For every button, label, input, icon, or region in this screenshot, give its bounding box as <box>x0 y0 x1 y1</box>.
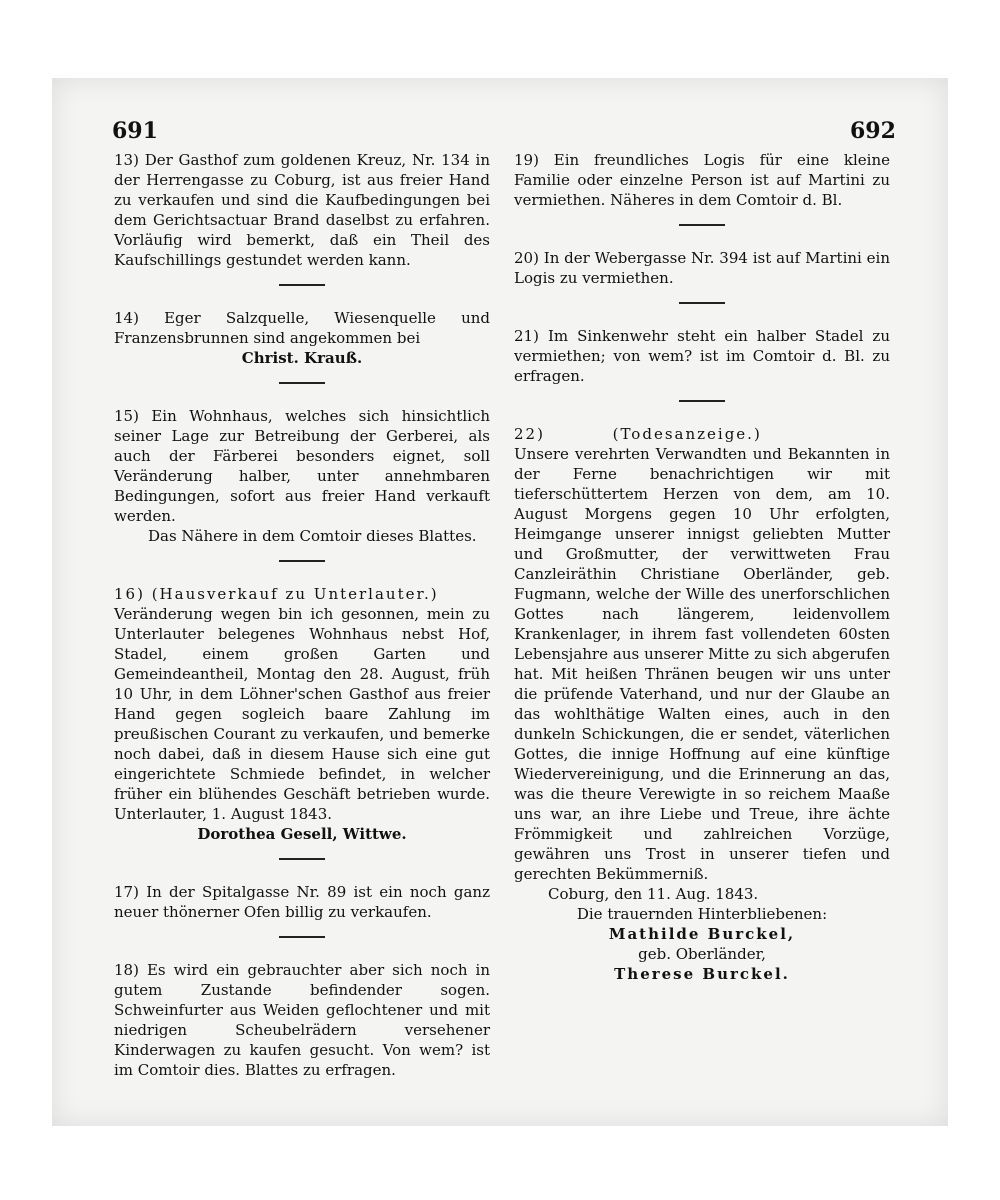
separator-rule <box>679 224 725 226</box>
notice-17-text: 17) In der Spitalgasse Nr. 89 ist ein noch ganz neuer thönerner Ofen billig zu verkaufen. <box>114 883 490 921</box>
notice-15-text: 15) Ein Wohnhaus, welches sich hinsichtlich seiner Lage zur Betreibung der Gerberei, als auch der Färberei besonders eignet, soll Veränderung halber, unter annehmbaren Bedingungen, sofort aus freier Hand verkauft werden. <box>114 407 490 525</box>
separator-rule <box>279 858 325 860</box>
separator-rule <box>279 382 325 384</box>
notice-14 <box>114 308 490 368</box>
notice-16-signature: Dorothea Gesell, Wittwe. <box>197 825 407 843</box>
notice-21-text: 21) Im Sinkenwehr steht ein halber Stadel zu vermiethen; von wem? ist im Comtoir d. Bl. zu erfragen. <box>514 327 890 385</box>
separator-rule <box>679 400 725 402</box>
right-column <box>514 150 890 984</box>
separator-rule <box>679 302 725 304</box>
page-number-left: 691 <box>112 118 158 144</box>
notice-19 <box>514 150 890 210</box>
page-number-right: 692 <box>850 118 896 144</box>
notice-18-text: 18) Es wird ein gebrauchter aber sich noch in gutem Zustande befindender sogen. Schweinfurter aus Weiden geflochtener und mit niedrigen Scheubelrädern versehener Kinderwagen zu kaufen gesucht. Von wem? ist im Comtoir dies. Blattes zu erfragen. <box>114 961 490 1079</box>
notice-22 <box>514 424 890 984</box>
separator-rule <box>279 936 325 938</box>
notice-14-text: 14) Eger Salzquelle, Wiesenquelle und Franzensbrunnen sind angekommen bei <box>114 309 490 347</box>
separator-rule <box>279 560 325 562</box>
notice-16 <box>114 584 490 844</box>
notice-15-note: Das Nähere in dem Comtoir dieses Blattes. <box>148 527 477 545</box>
left-column <box>114 150 490 1080</box>
notice-14-signature: Christ. Krauß. <box>241 349 363 367</box>
notice-22-title: 22) (Todesanzeige.) <box>514 425 762 443</box>
notice-22-text: Unsere verehrten Verwandten und Bekannten in der Ferne benachrichtigen wir mit tieferschüttertem Herzen von dem, am 10. August Morgens gegen 10 Uhr erfolgten, Heimgange unserer innigst geliebten Mutter und Großmutter, der verwittweten Frau Canzleiräthin Christiane Oberländer, geb. Fugmann, welche der Wille des unerforschlichen Gottes nach längerem, leidenvollem Krankenlager, in ihrem fast vollendeten 60sten Lebensjahre aus unserer Mitte zu sich abgerufen hat. Mit heißen Thränen beugen wir uns unter die prüfende Vaterhand, und nur der Glaube an das wohlthätige Walten eines, auch in den dunkeln Schickungen, die er sendet, väterlichen Gottes, die innige Hoffnung auf eine künftige Wiedervereinigung, und die Erinnerung an das, was die theure Verewigte in so reichem Maaße uns war, an ihre Liebe und Treue, ihre ächte Frömmigkeit und zahlreichen Vorzüge, gewähren uns Trost in unserer tiefen und gerechten Bekümmerniß. <box>514 445 890 883</box>
notice-16-title: 16) (Hausverkauf zu Unterlauter.) <box>114 585 439 603</box>
notice-18 <box>114 960 490 1080</box>
notice-22-bereaved: Die trauernden Hinterbliebenen: <box>576 905 828 923</box>
separator-rule <box>279 284 325 286</box>
notice-21 <box>514 326 890 386</box>
notice-22-place-date: Coburg, den 11. Aug. 1843. <box>548 885 759 903</box>
notice-13-text: 13) Der Gasthof zum goldenen Kreuz, Nr. 134 in der Herrengasse zu Coburg, ist aus freier Hand zu verkaufen und sind die Kaufbedingungen bei dem Gerichtsactuar Brand daselbst zu erfahren. Vorläufig wird bemerkt, daß ein Theil des Kaufschillings gestundet werden kann. <box>114 151 490 269</box>
notice-19-text: 19) Ein freundliches Logis für eine kleine Familie oder einzelne Person ist auf Martini zu vermiethen. Näheres in dem Comtoir d. Bl. <box>514 151 890 209</box>
notice-15 <box>114 406 490 546</box>
notice-22-signature-2: geb. Oberländer, <box>638 945 766 963</box>
notice-16-text: Veränderung wegen bin ich gesonnen, mein zu Unterlauter belegenes Wohnhaus nebst Hof, Stadel, einem großen Garten und Gemeindeantheil, Montag den 28. August, früh 10 Uhr, in dem Löhner'schen Gasthof aus freier Hand gegen sogleich baare Zahlung im preußischen Courant zu verkaufen, und bemerke noch dabei, daß in diesem Hause sich eine gut eingerichtete Schmiede befindet, in welcher früher ein blühendes Geschäft betrieben wurde. Unterlauter, 1. August 1843. <box>114 605 490 823</box>
notice-20-text: 20) In der Webergasse Nr. 394 ist auf Martini ein Logis zu vermiethen. <box>514 249 890 287</box>
notice-22-signature-1: Mathilde Burckel, <box>608 925 796 943</box>
notice-20 <box>514 248 890 288</box>
notice-13 <box>114 150 490 270</box>
notice-22-signature-3: Therese Burckel. <box>614 965 790 983</box>
notice-17 <box>114 882 490 922</box>
